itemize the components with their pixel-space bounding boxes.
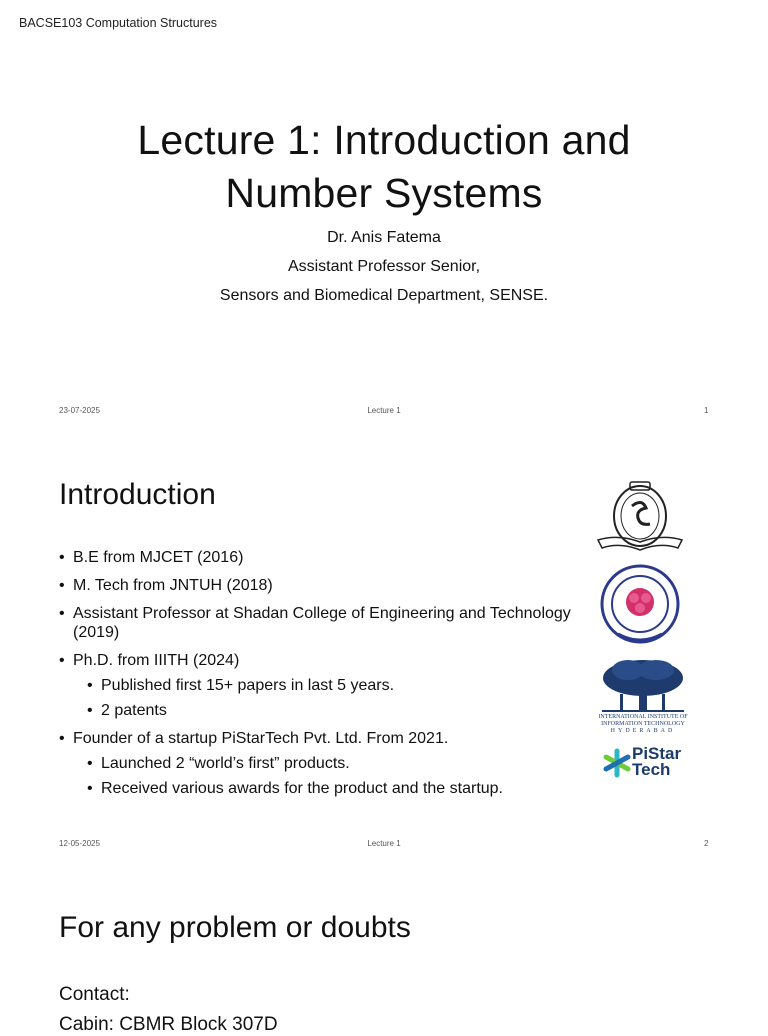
- author-position: Assistant Professor Senior,: [287, 258, 481, 275]
- iiit-tree-logo-icon: [598, 656, 688, 714]
- cabin-location: Cabin: CBMR Block 307D: [59, 1014, 278, 1035]
- author-department: Sensors and Biomedical Department, SENSE.: [219, 287, 549, 304]
- list-item: • Launched 2 “world’s first” products.: [87, 754, 579, 773]
- slide-1-footer-center: Lecture 1: [367, 406, 401, 415]
- bullet-list: [59, 548, 579, 804]
- list-item: • Received various awards for the product and the startup.: [87, 779, 579, 798]
- pistar-star-icon: [602, 748, 632, 778]
- author-name: Dr. Anis Fatema: [327, 229, 441, 246]
- document-header: BACSE103 Computation Structures: [19, 16, 218, 30]
- list-item: • 2 patents: [87, 701, 579, 720]
- jntuh-logo-icon: [598, 564, 682, 648]
- slide-3-title: For any problem or doubts: [59, 911, 411, 944]
- contact-label: Contact:: [59, 984, 130, 1005]
- slide-2-footer-page: 2: [704, 839, 709, 848]
- slide-1-footer-page: 1: [704, 406, 709, 415]
- slide-2-footer-date: 12-05-2025: [59, 839, 100, 848]
- list-item: • Published first 15+ papers in last 5 years.: [87, 676, 579, 695]
- title-line-1: Lecture 1: Introduction and: [137, 117, 631, 163]
- slide-2-footer-center: Lecture 1: [367, 839, 401, 848]
- osmania-university-logo-icon: [596, 478, 684, 558]
- list-item: • B.E from MJCET (2016): [59, 548, 579, 567]
- list-item: • Ph.D. from IIITH (2024): [59, 651, 579, 670]
- title-line-2: Number Systems: [225, 170, 543, 216]
- iiit-logo-text: INTERNATIONAL INSTITUTE OF INFORMATION TECHNOLOGY HYDERABAD: [598, 714, 688, 734]
- pistar-logo-text: PiStar Tech: [632, 744, 682, 779]
- slide-1-title: [0, 114, 768, 220]
- slide-2-title: Introduction: [59, 478, 216, 511]
- list-item: • M. Tech from JNTUH (2018): [59, 576, 579, 595]
- list-item: • Assistant Professor at Shadan College of Engineering and Technology (2019): [59, 604, 579, 642]
- slide-1-footer-date: 23-07-2025: [59, 406, 100, 415]
- list-item: • Founder of a startup PiStarTech Pvt. Ltd. From 2021.: [59, 729, 579, 748]
